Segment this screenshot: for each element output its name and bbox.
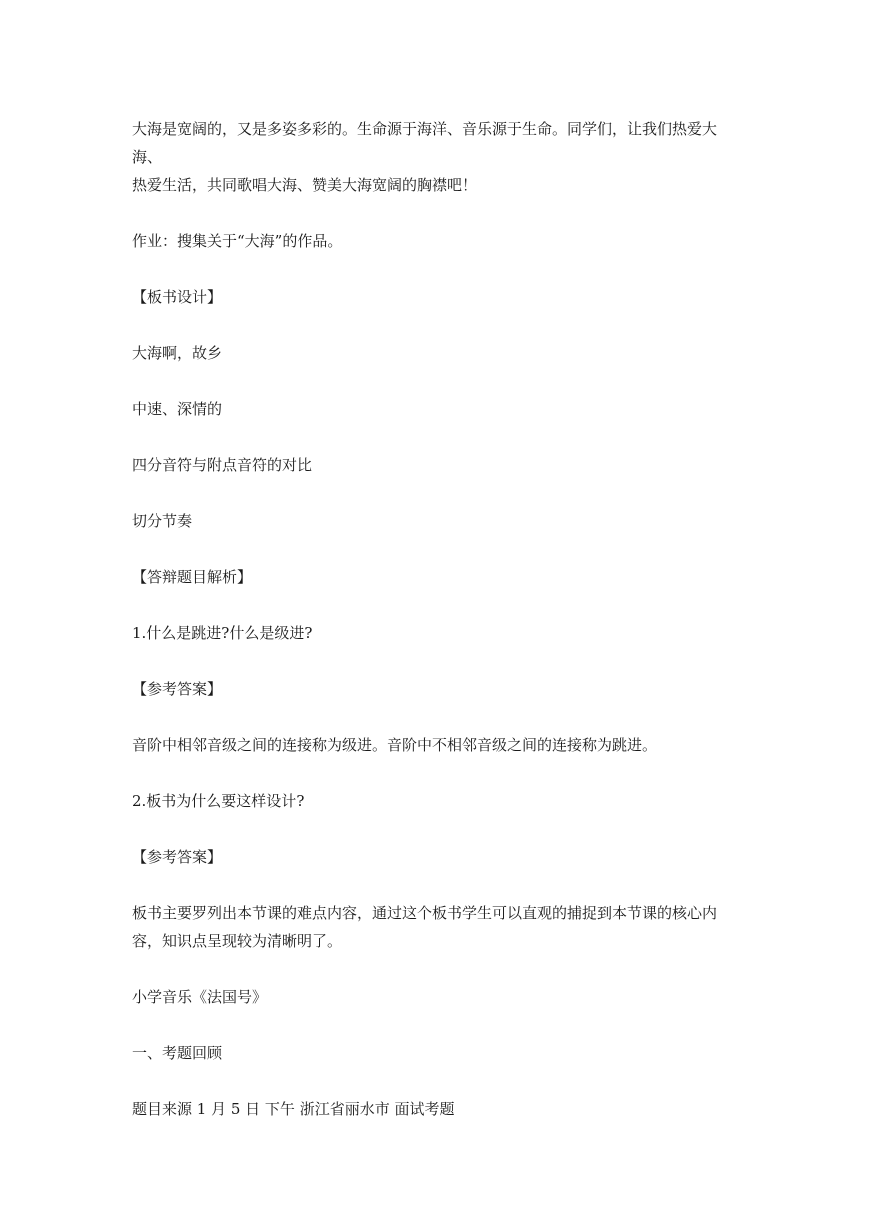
text-line: 题目来源 1 月 5 日 下午 浙江省丽水市 面试考题 bbox=[132, 1100, 455, 1118]
text-line: 小学音乐《法国号》 bbox=[132, 988, 268, 1006]
board-line-tempo bbox=[132, 395, 742, 423]
text-line: 【参考答案】 bbox=[132, 680, 223, 698]
text-line: 板书主要罗列出本节课的难点内容，通过这个板书学生可以直观的捕捉到本节课的核心内 bbox=[132, 904, 718, 922]
text-line: 【参考答案】 bbox=[132, 848, 223, 866]
answer-2 bbox=[132, 899, 742, 955]
text-line: 1.什么是跳进?什么是级进? bbox=[132, 624, 313, 642]
defense-heading bbox=[132, 563, 742, 591]
board-line-title bbox=[132, 339, 742, 367]
text-line: 容，知识点呈现较为清晰明了。 bbox=[132, 932, 343, 950]
text-line: 热爱生活，共同歌唱大海、赞美大海宽阔的胸襟吧！ bbox=[132, 176, 478, 194]
lesson-title bbox=[132, 983, 742, 1011]
document-body bbox=[132, 115, 742, 1151]
answer-heading-1 bbox=[132, 675, 742, 703]
question-source bbox=[132, 1095, 742, 1123]
text-line: 作业：搜集关于“大海”的作品。 bbox=[132, 232, 343, 250]
text-line: 音阶中相邻音级之间的连接称为级进。音阶中不相邻音级之间的连接称为跳进。 bbox=[132, 736, 658, 754]
text-line: 切分节奏 bbox=[132, 512, 193, 530]
answer-heading-2 bbox=[132, 843, 742, 871]
homework-paragraph bbox=[132, 227, 742, 255]
board-design-heading bbox=[132, 283, 742, 311]
question-1 bbox=[132, 619, 742, 647]
text-line: 中速、深情的 bbox=[132, 400, 223, 418]
text-line: 【答辩题目解析】 bbox=[132, 568, 253, 586]
text-line: 2.板书为什么要这样设计? bbox=[132, 792, 305, 810]
text-line: 【板书设计】 bbox=[132, 288, 223, 306]
section-review-heading bbox=[132, 1039, 742, 1067]
text-line: 大海啊，故乡 bbox=[132, 344, 223, 362]
question-2 bbox=[132, 787, 742, 815]
text-line: 一、考题回顾 bbox=[132, 1044, 223, 1062]
text-line: 四分音符与附点音符的对比 bbox=[132, 456, 313, 474]
text-line: 大海是宽阔的，又是多姿多彩的。生命源于海洋、音乐源于生命。同学们，让我们热爱大海、 bbox=[132, 120, 718, 166]
board-line-notes bbox=[132, 451, 742, 479]
closing-paragraph bbox=[132, 115, 742, 199]
answer-1 bbox=[132, 731, 742, 759]
board-line-rhythm bbox=[132, 507, 742, 535]
